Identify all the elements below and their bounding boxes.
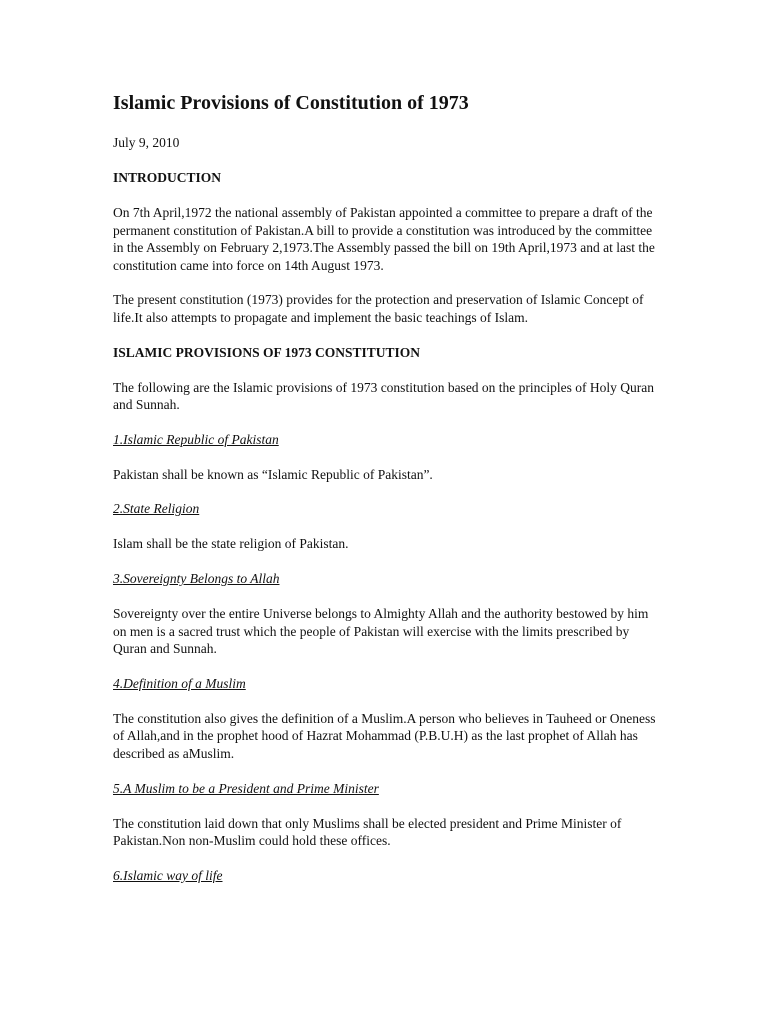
section-heading-state-religion: 2.State Religion <box>113 501 200 517</box>
section-heading-islamic-way-of-life: 6.Islamic way of life <box>113 867 223 883</box>
introduction-heading: INTRODUCTION <box>113 170 222 185</box>
section-text-definition-of-muslim: The constitution also gives the definition of a Muslim.A person who believes in Tauheed or Oneness of Allah,and in the prophet hood of Hazrat Mohammad (P.B.U.H) as the last prophet of Allah has described as aMuslim. <box>113 710 656 761</box>
section-text-islamic-republic: Pakistan shall be known as “Islamic Republic of Pakistan”. <box>113 466 433 482</box>
intro-paragraph-1: On 7th April,1972 the national assembly of Pakistan appointed a committee to prepare a draft of the permanent constitution of Pakistan.A bill to provide a constitution was introduced by the committee in the Assembly on February 2,1973.The Assembly passed the bill on 19th April,1973 and at last the constitution came into force on 14th August 1973. <box>113 205 655 273</box>
section-text-muslim-president: The constitution laid down that only Muslims shall be elected president and Prime Minister of Pakistan.Non non-Muslim could hold these offices. <box>113 815 622 849</box>
section-heading-sovereignty: 3.Sovereignty Belongs to Allah <box>113 570 280 586</box>
section-text-state-religion: Islam shall be the state religion of Pakistan. <box>113 536 349 552</box>
document-title: Islamic Provisions of Constitution of 1973 <box>113 92 469 114</box>
provisions-heading: ISLAMIC PROVISIONS OF 1973 CONSTITUTION <box>113 344 421 360</box>
section-heading-islamic-republic: 1.Islamic Republic of Pakistan <box>113 431 279 447</box>
intro-paragraph-2: The present constitution (1973) provides for the protection and preservation of Islamic Concept of life.It also attempts to propagate and implement the basic teachings of Islam. <box>113 292 644 325</box>
publish-date: July 9, 2010 <box>113 135 180 150</box>
provisions-intro-paragraph: The following are the Islamic provisions of 1973 constitution based on the principles of Holy Quran and Sunnah. <box>113 379 655 413</box>
section-heading-definition-of-muslim: 4.Definition of a Muslim <box>113 675 246 691</box>
document-page <box>113 90 658 902</box>
section-heading-muslim-president: 5.A Muslim to be a President and Prime Minister <box>113 780 379 796</box>
section-text-sovereignty: Sovereignty over the entire Universe belongs to Almighty Allah and the authority bestowed by him on men is a sacred trust which the people of Pakistan will exercise with the limits prescribed by Quran and Sunnah. <box>113 605 649 657</box>
